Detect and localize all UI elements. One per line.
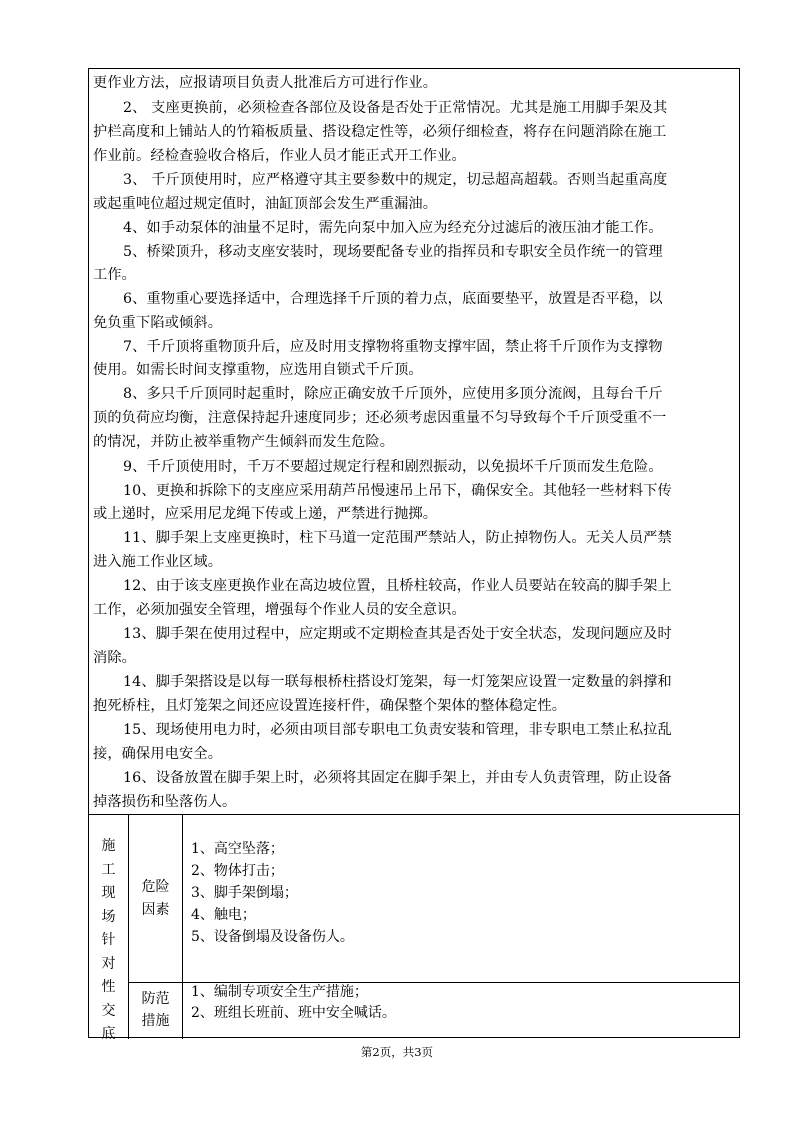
body-line: 5、桥梁顶升，移动支座安装时，现场要配备专业的指挥员和专职安全员作统一的管理 — [123, 244, 663, 260]
body-line: 作业前。经检查验收合格后，作业人员才能正式开工作业。 — [93, 148, 466, 164]
section-title-char: 施 — [101, 838, 116, 854]
body-line: 更作业方法，应报请项目负责人批准后方可进行作业。 — [93, 75, 438, 91]
section-title — [89, 835, 128, 1047]
body-line: 10、更换和拆除下的支座应采用葫芦吊慢速吊上吊下，确保安全。其他轻一些材料下传 — [123, 483, 672, 499]
body-line: 进入施工作业区域。 — [93, 554, 223, 570]
page-footer: 第2页，共3页 — [360, 1045, 434, 1059]
prevention-item: 1、编制专项安全生产措施； — [191, 984, 368, 1000]
section-title-char: 对 — [101, 955, 116, 972]
body-line: 抱死桥柱，且灯笼架之间还应设置连接杆件，确保整个架体的整体稳定性。 — [93, 698, 567, 714]
section-title-char: 工 — [101, 861, 116, 878]
instructions-cell — [89, 69, 739, 815]
section-title-char: 针 — [101, 932, 116, 948]
document-table — [88, 68, 740, 1042]
body-line: 2、 支座更换前，必须检查各部位及设备是否处于正常情况。尤其是施工用脚手架及其 — [123, 100, 668, 116]
body-line: 护栏高度和上铺站人的竹箱板质量、搭设稳定性等，必须仔细检查，将存在问题消除在施工 — [93, 124, 667, 140]
body-line: 15、现场使用电力时，必须由项目部专职电工负责安装和管理，非专职电工禁止私拉乱 — [123, 722, 672, 738]
prevention-label-cell — [129, 983, 183, 1039]
body-line: 14、脚手架搭设是以每一联每根桥柱搭设灯笼架，每一灯笼架应设置一定数量的斜撑和 — [123, 674, 672, 690]
body-line: 6、重物重心要选择适中，合理选择千斤顶的着力点，底面要垫平，放置是否平稳，以 — [123, 291, 663, 307]
body-line: 4、如手动泵体的油量不足时，需先向泵中加入应为经充分过滤后的液压油才能工作。 — [123, 220, 663, 236]
hazard-item: 2、物体打击； — [191, 863, 284, 879]
body-line: 8、多只千斤顶同时起重时，除应正确安放千斤顶外，应使用多顶分流阀，且每台千斤 — [123, 386, 663, 402]
section-title-char: 性 — [101, 979, 116, 995]
hazard-label-line: 因素 — [141, 902, 170, 918]
hazard-item: 3、脚手架倒塌； — [191, 885, 298, 901]
body-line: 顶的负荷应均衡，注意保持起升速度同步；还必须考虑因重量不匀导致每个千斤顶受重不一 — [93, 410, 667, 426]
body-line: 接，确保用电安全。 — [93, 746, 223, 762]
body-line: 12、由于该支座更换作业在高边坡位置，且桥柱较高，作业人员要站在较高的脚手架上 — [123, 578, 672, 594]
hazard-item: 5、设备倒塌及设备伤人。 — [191, 929, 354, 945]
body-line: 13、脚手架在使用过程中，应定期或不定期检查其是否处于安全状态，发现问题应及时 — [123, 626, 672, 642]
body-line: 工作。 — [93, 267, 137, 283]
hazard-item: 1、高空坠落； — [191, 841, 284, 857]
section-title-char: 交 — [101, 1002, 116, 1019]
body-line: 11、脚手架上支座更换时，柱下马道一定范围严禁站人，防止掉物伤人。无关人员严禁 — [123, 530, 672, 546]
prevention-item: 2、班组长班前、班中安全喊话。 — [191, 1005, 396, 1021]
body-line: 消除。 — [93, 650, 137, 666]
section-title-char: 场 — [101, 908, 116, 925]
hazard-label-cell — [129, 815, 183, 983]
body-line: 或上递时，应采用尼龙绳下传或上递，严禁进行抛掷。 — [93, 506, 438, 522]
body-line: 3、 千斤顶使用时，应严格遵守其主要参数中的规定，切忌超高超载。否则当起重高度 — [123, 172, 668, 188]
section-title-cell — [89, 815, 129, 1042]
body-line: 工作，必须加强安全管理，增强每个作业人员的安全意识。 — [93, 602, 466, 618]
prevention-label-line: 措施 — [141, 1013, 170, 1029]
section-title-char: 现 — [101, 885, 116, 901]
body-line: 掉落损伤和坠落伤人。 — [93, 794, 237, 810]
section-title-char: 底 — [101, 1026, 116, 1042]
body-line: 免负重下陷或倾斜。 — [93, 315, 223, 331]
body-line: 9、千斤顶使用时，千万不要超过规定行程和剧烈振动，以免损坏千斤顶而发生危险。 — [123, 459, 663, 475]
hazard-item: 4、触电； — [191, 907, 256, 923]
body-line: 或起重吨位超过规定值时，油缸顶部会发生严重漏油。 — [93, 196, 438, 212]
body-line: 使用。如需长时间支撑重物，应选用自锁式千斤顶。 — [93, 362, 423, 378]
hazard-label-line: 危险 — [141, 879, 170, 895]
body-line: 的情况，并防止被举重物产生倾斜而发生危险。 — [93, 434, 395, 450]
prevention-label-line: 防范 — [141, 991, 170, 1007]
body-line: 7、千斤顶将重物顶升后，应及时用支撑物将重物支撑牢固，禁止将千斤顶作为支撑物 — [123, 339, 663, 355]
body-line: 16、设备放置在脚手架上时，必须将其固定在脚手架上，并由专人负责管理，防止设备 — [123, 770, 672, 786]
